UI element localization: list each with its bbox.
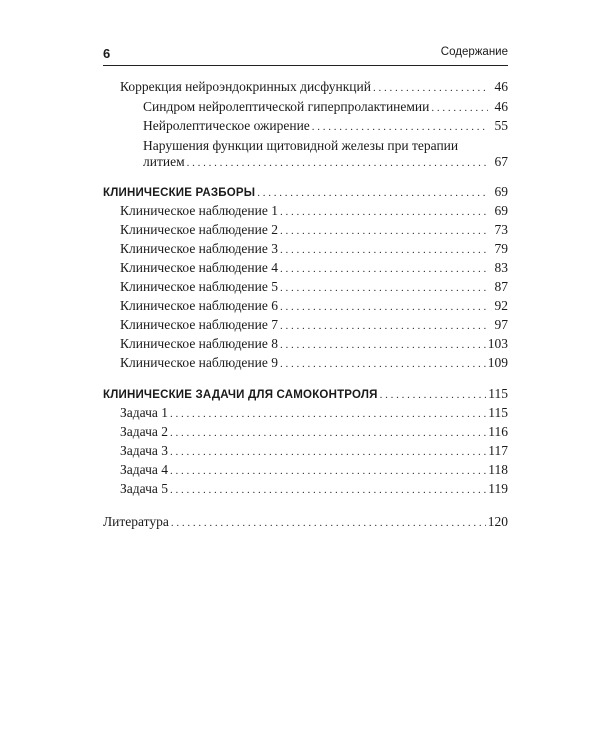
- dot-leader: [257, 185, 488, 202]
- toc-entry-label: Клиническое наблюдение 4: [120, 260, 278, 275]
- toc-entry-case-8: [120, 335, 508, 354]
- toc-entry-obesity: [143, 117, 508, 136]
- toc-entry-literature: [103, 513, 508, 532]
- toc-entry-hyperprolactinemia: [143, 98, 508, 117]
- dot-leader: [280, 318, 488, 335]
- toc-section-label: КЛИНИЧЕСКИЕ ЗАДАЧИ ДЛЯ САМОКОНТРОЛЯ: [103, 389, 378, 401]
- header-rule: [103, 65, 508, 66]
- toc-entry-task-2: [120, 423, 508, 442]
- toc-entry-label: Коррекция нейроэндокринных дисфункций: [120, 79, 371, 94]
- toc-entry-page: 115: [488, 405, 508, 420]
- toc-entry-label: Нейролептическое ожирение: [143, 118, 310, 133]
- toc-entry-page: 103: [487, 336, 508, 351]
- toc-entry-label: Задача 5: [120, 481, 168, 496]
- toc-entry-case-7: [120, 316, 508, 335]
- toc-entry-page: 67: [494, 154, 508, 169]
- toc-entry-case-9: [120, 354, 508, 373]
- toc-entry-page: 69: [494, 203, 508, 218]
- toc-entry-label: Клиническое наблюдение 1: [120, 203, 278, 218]
- running-title: Содержание: [440, 46, 508, 58]
- toc-entry-label: Клиническое наблюдение 3: [120, 241, 278, 256]
- toc-entry-page: 87: [494, 279, 508, 294]
- dot-leader: [170, 406, 486, 423]
- toc-entry-page: 46: [494, 79, 508, 94]
- toc-entry-label: литием: [143, 154, 185, 169]
- toc-section-self-check: [103, 385, 508, 404]
- dot-leader: [280, 280, 488, 297]
- toc-entry-page: 83: [494, 260, 508, 275]
- dot-leader: [170, 444, 486, 461]
- dot-leader: [373, 80, 488, 97]
- toc-entry-page: 73: [494, 222, 508, 237]
- toc-entry-page: 97: [494, 317, 508, 332]
- toc-entry-task-4: [120, 461, 508, 480]
- toc-entry-thyroid-line1: Нарушения функции щитовидной железы при терапии: [143, 138, 459, 153]
- toc-entry-page: 118: [488, 462, 508, 477]
- toc-entry-page: 117: [488, 443, 508, 458]
- toc-entry-page: 116: [488, 424, 508, 439]
- dot-leader: [280, 356, 486, 373]
- toc-entry-label: Задача 4: [120, 462, 168, 477]
- toc-entry-page: 109: [487, 355, 508, 370]
- toc-entry-case-5: [120, 278, 508, 297]
- toc-entry-case-3: [120, 240, 508, 259]
- dot-leader: [170, 463, 486, 480]
- toc-entry-page: 79: [494, 241, 508, 256]
- toc-entry-page: 92: [494, 298, 508, 313]
- dot-leader: [170, 482, 486, 499]
- toc-entry-label: Литература: [103, 514, 169, 529]
- toc-entry-case-2: [120, 221, 508, 240]
- toc-entry-task-5: [120, 480, 508, 499]
- dot-leader: [280, 261, 488, 278]
- dot-leader: [187, 155, 488, 172]
- toc-entry-case-6: [120, 297, 508, 316]
- page-number: 6: [103, 46, 111, 61]
- dot-leader: [280, 204, 488, 221]
- dot-leader: [171, 515, 486, 532]
- toc-section-clinical-cases: [103, 183, 508, 202]
- dot-leader: [312, 119, 488, 136]
- toc-entry-case-4: [120, 259, 508, 278]
- toc-entry-thyroid: [143, 153, 508, 172]
- dot-leader: [280, 299, 488, 316]
- toc-entry-label: Клиническое наблюдение 2: [120, 222, 278, 237]
- toc-entry-task-3: [120, 442, 508, 461]
- toc-entry-label: Клиническое наблюдение 6: [120, 298, 278, 313]
- toc-entry-label: Синдром нейролептической гиперпролактинемии: [143, 99, 430, 114]
- toc-entry-correction: [120, 78, 508, 97]
- toc-entry-page: 119: [488, 481, 508, 496]
- toc-section-label: КЛИНИЧЕСКИЕ РАЗБОРЫ: [103, 187, 256, 199]
- toc-entry-page: 55: [494, 118, 508, 133]
- toc-entry-label: Клиническое наблюдение 5: [120, 279, 278, 294]
- dot-leader: [280, 223, 488, 240]
- toc-entry-page: 115: [488, 386, 508, 401]
- dot-leader: [431, 100, 488, 117]
- toc-entry-label: Клиническое наблюдение 8: [120, 336, 278, 351]
- page-header: [103, 44, 508, 64]
- toc-entry-page: 120: [487, 514, 508, 529]
- dot-leader: [170, 425, 486, 442]
- dot-leader: [280, 337, 486, 354]
- toc-entry-page: 46: [494, 99, 508, 114]
- toc-entry-label: Задача 3: [120, 443, 168, 458]
- toc-entry-label: Клиническое наблюдение 7: [120, 317, 278, 332]
- toc-entry-page: 69: [494, 184, 508, 199]
- dot-leader: [280, 242, 488, 259]
- dot-leader: [380, 387, 487, 404]
- toc-entry-label: Клиническое наблюдение 9: [120, 355, 278, 370]
- toc-entry-task-1: [120, 404, 508, 423]
- toc-entry-case-1: [120, 202, 508, 221]
- toc-entry-label: Задача 1: [120, 405, 168, 420]
- toc-entry-label: Задача 2: [120, 424, 168, 439]
